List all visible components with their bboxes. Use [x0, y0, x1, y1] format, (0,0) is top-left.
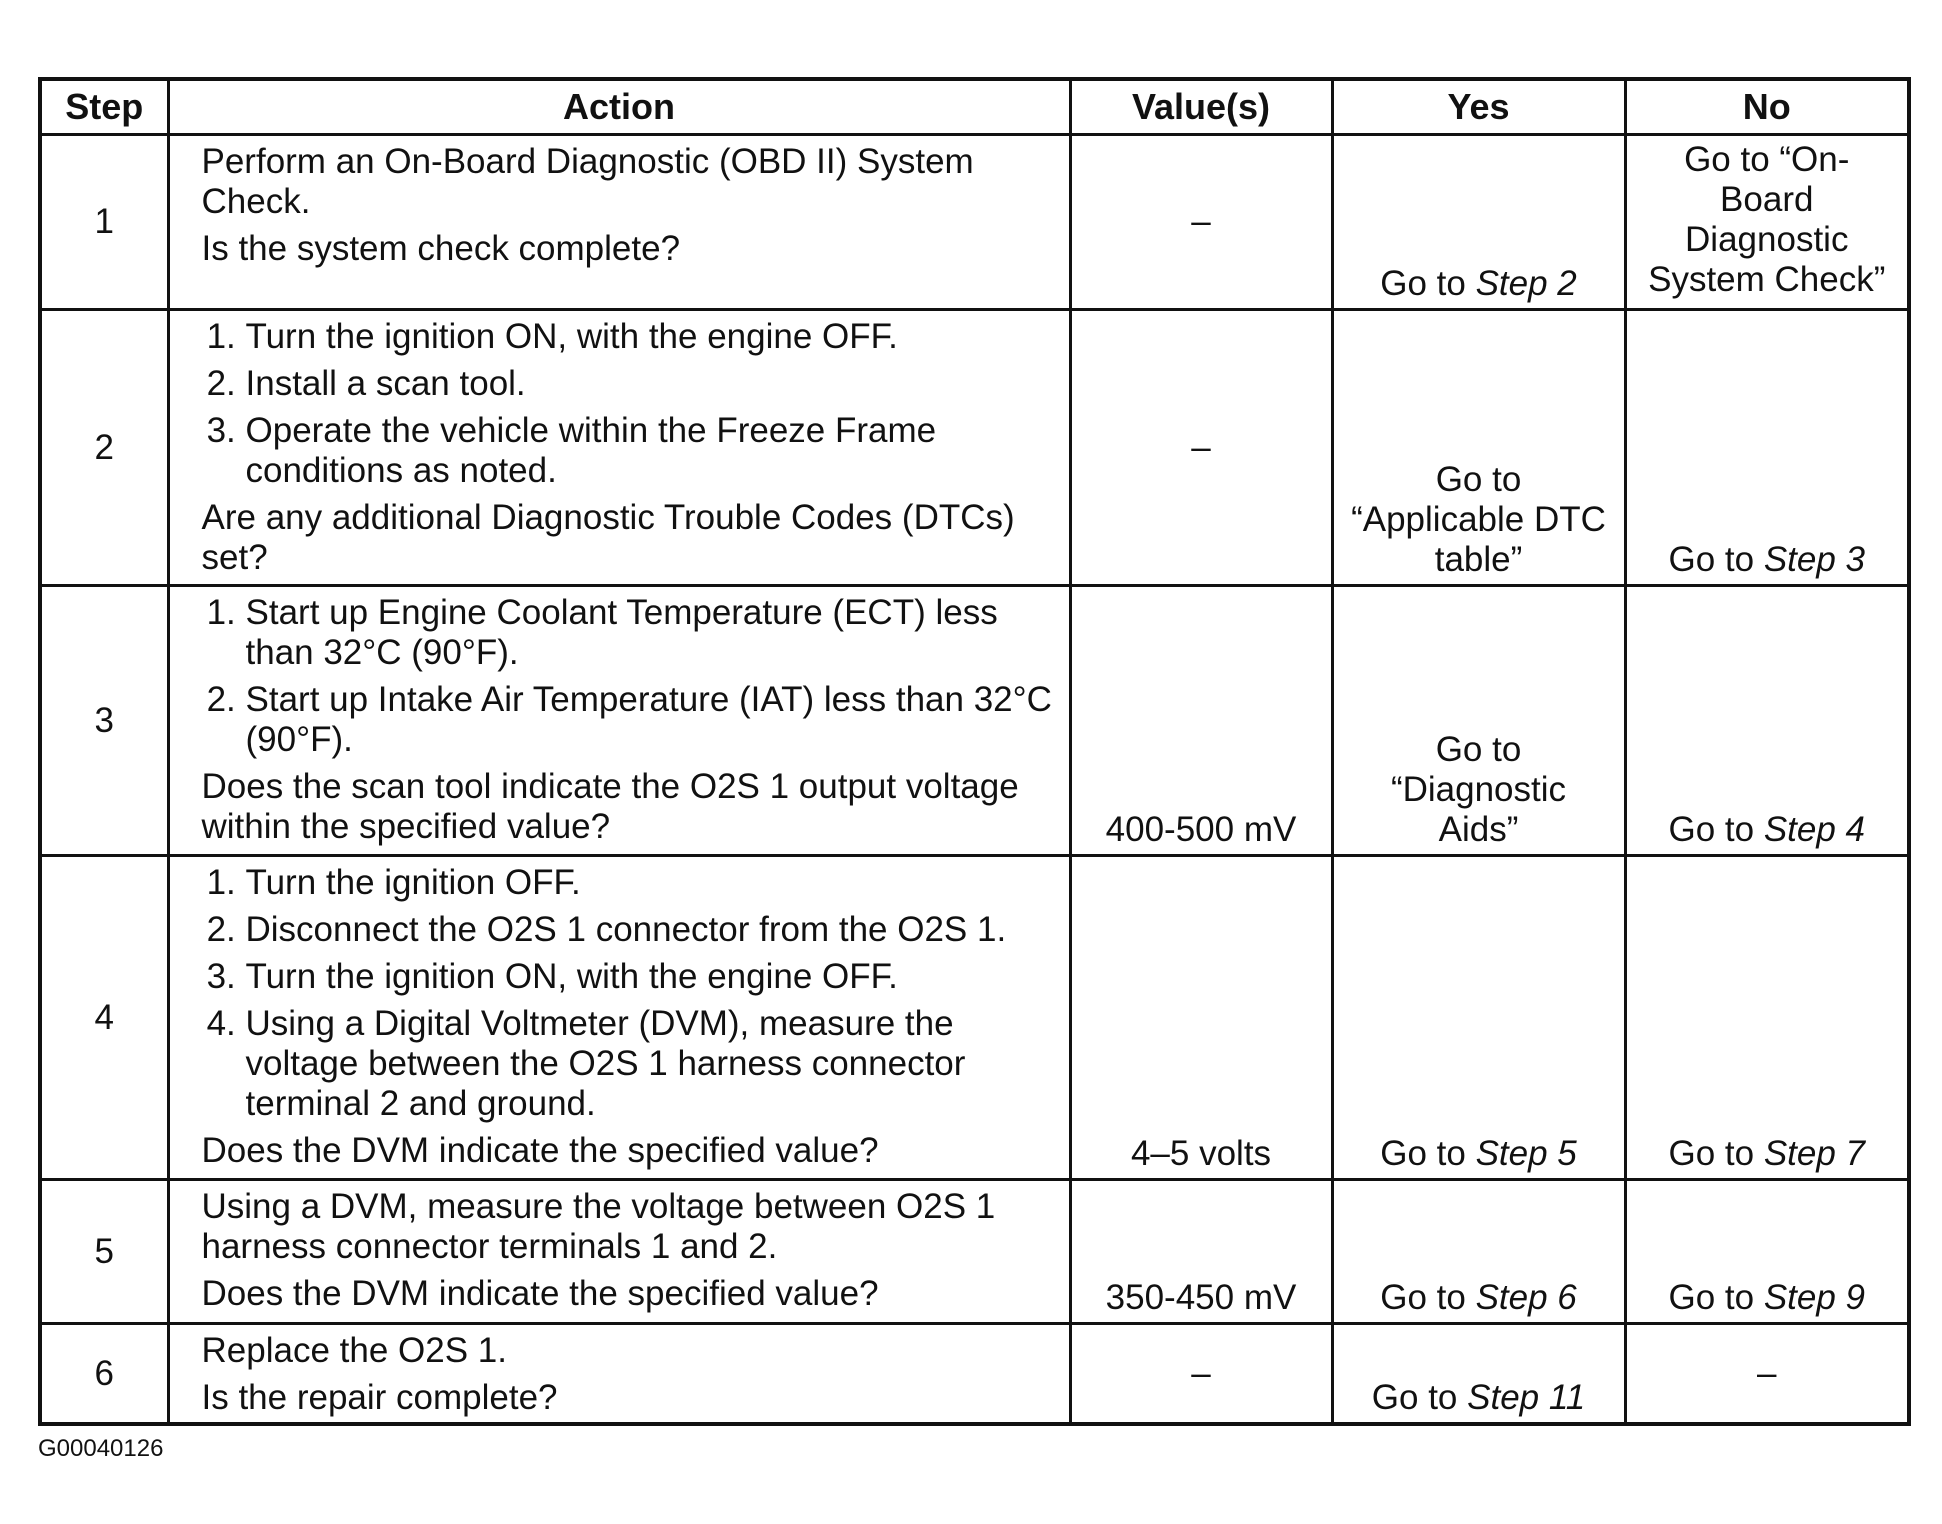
action-cell — [168, 310, 1070, 586]
no-step-ref: Step 9 — [1763, 1278, 1866, 1317]
no-cell: Go to “On-Board Diagnostic System Check” — [1625, 135, 1909, 310]
no-cell — [1625, 586, 1909, 856]
action-question: Does the DVM indicate the specified value? — [201, 1131, 879, 1170]
table-header-row — [40, 79, 1909, 135]
table-row — [40, 586, 1909, 856]
header-yes: Yes — [1332, 79, 1625, 135]
yes-prefix: Go to — [1380, 1134, 1476, 1173]
no-cell — [1625, 856, 1909, 1180]
action-cell — [168, 1324, 1070, 1425]
step-number: 4 — [40, 856, 168, 1180]
action-steps-list — [202, 317, 1055, 491]
action-steps-list — [202, 863, 1055, 1124]
action-step: 4. Using a Digital Voltmeter (DVM), measure the voltage between the O2S 1 harness connector terminal 2 and ground. — [246, 1004, 1055, 1124]
no-prefix: Go to — [1668, 1278, 1764, 1317]
action-cell — [168, 135, 1070, 310]
action-step: 1. Turn the ignition ON, with the engine OFF. — [246, 317, 1055, 357]
header-step: Step — [40, 79, 168, 135]
action-step: 2. Disconnect the O2S 1 connector from the O2S 1. — [246, 910, 1055, 950]
action-step: 2. Start up Intake Air Temperature (IAT) less than 32°C (90°F). — [246, 680, 1055, 760]
value-cell: – — [1070, 1324, 1332, 1425]
step-number: 5 — [40, 1180, 168, 1324]
no-step-ref: Step 4 — [1763, 810, 1866, 849]
no-cell — [1625, 310, 1909, 586]
action-question: Does the scan tool indicate the O2S 1 output voltage within the specified value? — [201, 767, 1019, 846]
yes-cell — [1332, 856, 1625, 1180]
action-step: 3. Turn the ignition ON, with the engine OFF. — [246, 957, 1055, 997]
no-cell: – — [1625, 1324, 1909, 1425]
header-no: No — [1625, 79, 1909, 135]
value-cell: 350-450 mV — [1070, 1180, 1332, 1324]
yes-cell — [1332, 1180, 1625, 1324]
value-cell: – — [1070, 310, 1332, 586]
step-number: 3 — [40, 586, 168, 856]
yes-step-ref: Step 6 — [1475, 1278, 1577, 1317]
yes-step-ref: Step 11 — [1467, 1378, 1586, 1417]
action-question: Does the DVM indicate the specified value? — [201, 1274, 879, 1313]
step-number: 2 — [40, 310, 168, 586]
no-step-ref: Step 3 — [1763, 540, 1866, 579]
step-number: 6 — [40, 1324, 168, 1425]
step-number: 1 — [40, 135, 168, 310]
yes-prefix: Go to — [1380, 1278, 1476, 1317]
header-values: Value(s) — [1070, 79, 1332, 135]
value-cell: 4–5 volts — [1070, 856, 1332, 1180]
yes-step-ref: Step 2 — [1475, 264, 1577, 303]
yes-cell: Go to “Diagnostic Aids” — [1332, 586, 1625, 856]
action-question: Is the system check complete? — [201, 229, 681, 268]
action-step: 1. Start up Engine Coolant Temperature (ECT) less than 32°C (90°F). — [246, 593, 1055, 673]
no-prefix: Go to — [1668, 540, 1764, 579]
yes-step-ref: Step 5 — [1475, 1134, 1577, 1173]
action-intro: Replace the O2S 1. — [201, 1331, 507, 1370]
action-step: 3. Operate the vehicle within the Freeze Frame conditions as noted. — [246, 411, 1055, 491]
action-cell — [168, 856, 1070, 1180]
action-intro: Perform an On-Board Diagnostic (OBD II) System Check. — [201, 142, 974, 221]
action-question: Is the repair complete? — [201, 1378, 558, 1417]
yes-prefix: Go to — [1371, 1378, 1468, 1417]
value-cell: 400-500 mV — [1070, 586, 1332, 856]
yes-cell: Go to “Applicable DTC table” — [1332, 310, 1625, 586]
table-row — [40, 135, 1909, 310]
action-steps-list — [202, 593, 1055, 760]
action-intro: Using a DVM, measure the voltage between O2S 1 harness connector terminals 1 and 2. — [201, 1187, 996, 1266]
table-row — [40, 310, 1909, 586]
yes-cell — [1332, 1324, 1625, 1425]
table-row — [40, 1324, 1909, 1425]
no-prefix: Go to — [1668, 810, 1764, 849]
action-step: 2. Install a scan tool. — [246, 364, 1055, 404]
diagnostic-table — [38, 77, 1911, 1426]
action-cell — [168, 1180, 1070, 1324]
no-prefix: Go to — [1668, 1134, 1764, 1173]
figure-id: G00040126 — [38, 1435, 164, 1462]
yes-cell — [1332, 135, 1625, 310]
no-cell — [1625, 1180, 1909, 1324]
yes-prefix: Go to — [1380, 264, 1476, 303]
table-row — [40, 856, 1909, 1180]
action-cell — [168, 586, 1070, 856]
no-step-ref: Step 7 — [1763, 1134, 1866, 1173]
action-question: Are any additional Diagnostic Trouble Codes (DTCs) set? — [201, 498, 1015, 577]
action-step: 1. Turn the ignition OFF. — [246, 863, 1055, 903]
value-cell: – — [1070, 135, 1332, 310]
table-row — [40, 1180, 1909, 1324]
header-action: Action — [168, 79, 1070, 135]
